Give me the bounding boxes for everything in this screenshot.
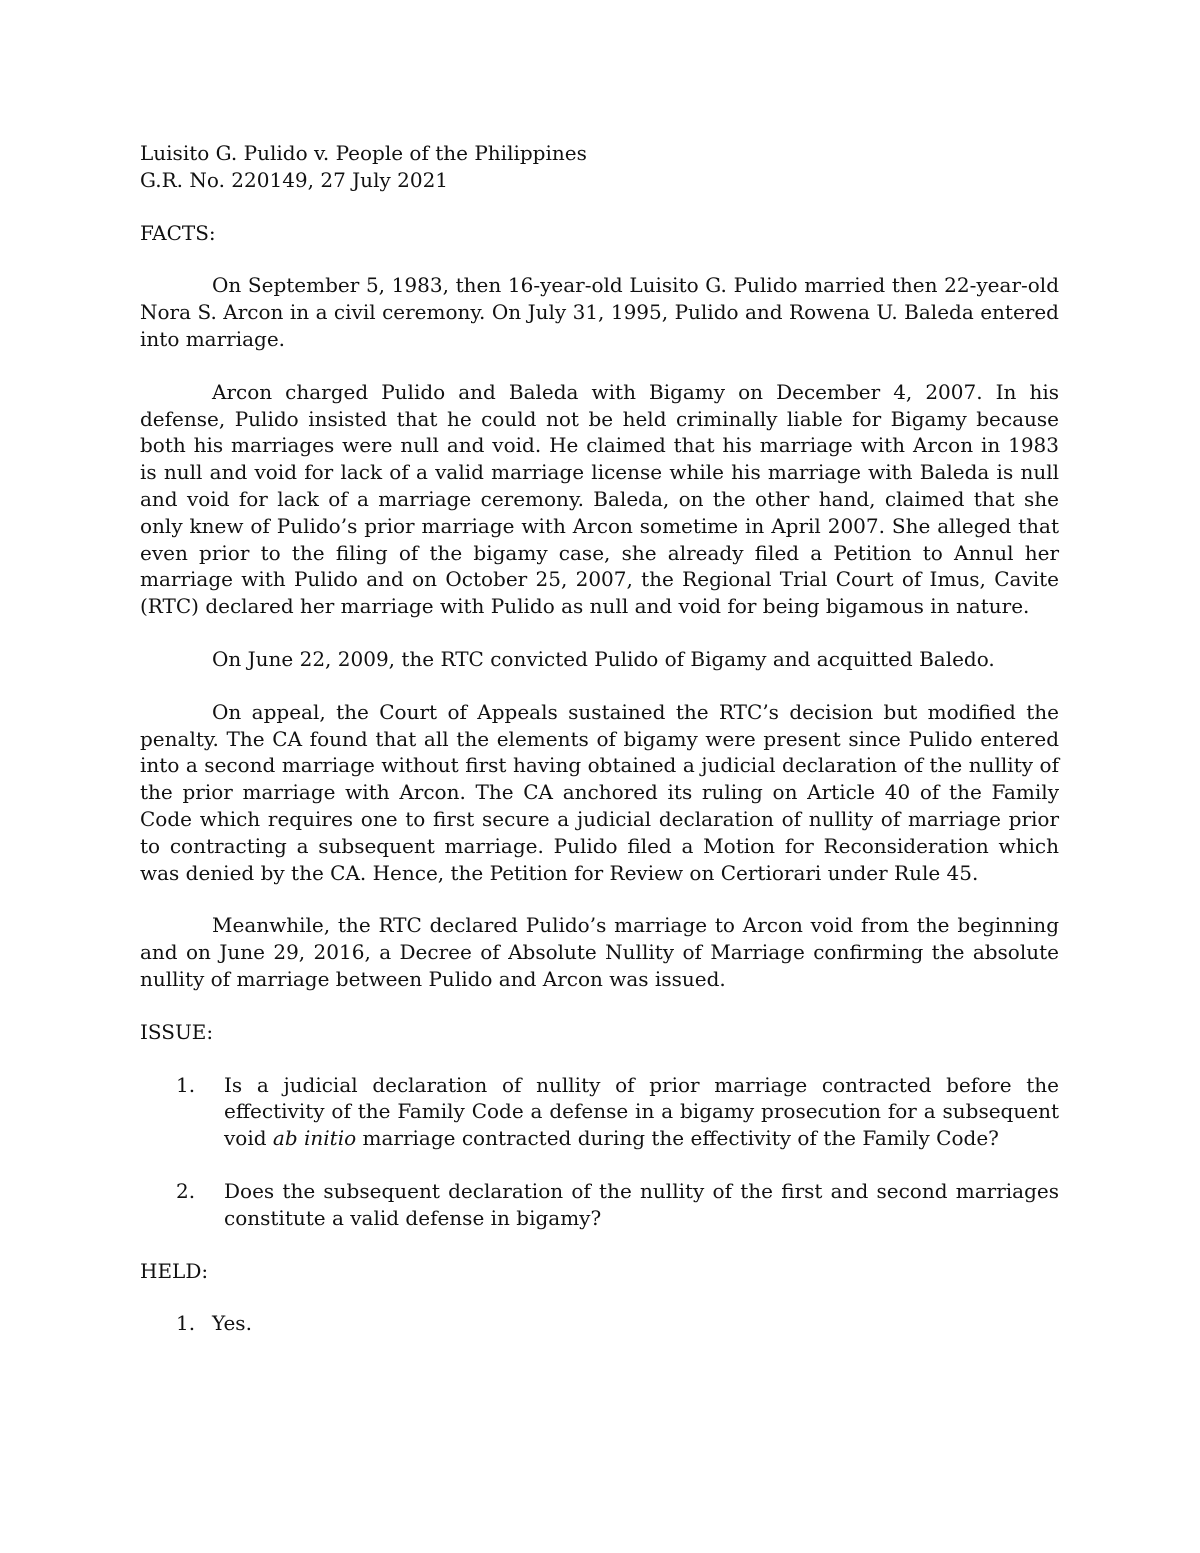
issue-text: marriage contracted during the effectivity of the Family Code? (356, 1126, 999, 1151)
issue-item (140, 1178, 1059, 1232)
issue-list (140, 1072, 1059, 1232)
issue-item (140, 1072, 1059, 1152)
held-heading: HELD: (140, 1258, 209, 1283)
facts-paragraph: On September 5, 1983, then 16-year-old Luisito G. Pulido married then 22-year-old Nora S. Arcon in a civil ceremony. On July 31, 1995, Pulido and Rowena U. Baleda entered into marriage. (140, 273, 1059, 351)
facts-paragraph: Arcon charged Pulido and Baleda with Bigamy on December 4, 2007. In his defense, Pulido insisted that he could not be held criminally liable for Bigamy because both his marriages were null and void. He claimed that his marriage with Arcon in 1983 is null and void for lack of a valid marriage license while his marriage with Baleda is null and void for lack of a marriage ceremony. Baleda, on the other hand, claimed that she only knew of Pulido’s prior marriage with Arcon sometime in April 2007. She alleged that even prior to the filing of the bigamy case, she already filed a Petition to Annul her marriage with Pulido and on October 25, 2007, the Regional Trial Court of Imus, Cavite (RTC) declared her marriage with Pulido as null and void for being bigamous in nature. (140, 379, 1059, 619)
facts-paragraph: On June 22, 2009, the RTC convicted Pulido of Bigamy and acquitted Baledo. (212, 646, 995, 671)
held-text: Yes. (212, 1311, 252, 1336)
document-page (140, 140, 1059, 1337)
held-number: 1. (176, 1311, 196, 1336)
held-list (140, 1310, 1059, 1337)
facts-paragraph: Meanwhile, the RTC declared Pulido’s marriage to Arcon void from the beginning and on June 29, 2016, a Decree of Absolute Nullity of Marriage confirming the absolute nullity of marriage between Pulido and Arcon was issued. (140, 913, 1059, 991)
case-header (140, 140, 1059, 194)
issue-number: 2. (176, 1178, 196, 1203)
facts-paragraph: On appeal, the Court of Appeals sustained the RTC’s decision but modified the penalty. The CA found that all the elements of bigamy were present since Pulido entered into a second marriage without first having obtained a judicial declaration of the nullity of the prior marriage with Arcon. The CA anchored its ruling on Article 40 of the Family Code which requires one to first secure a judicial declaration of nullity of marriage prior to contracting a subsequent marriage. Pulido filed a Motion for Reconsideration which was denied by the CA. Hence, the Petition for Review on Certiorari under Rule 45. (140, 699, 1059, 885)
issue-heading: ISSUE: (140, 1019, 214, 1044)
case-citation: G.R. No. 220149, 27 July 2021 (140, 167, 449, 192)
issue-text: Does the subsequent declaration of the nullity of the first and second marriages constitute a valid defense in bigamy? (224, 1178, 1059, 1230)
facts-heading: FACTS: (140, 220, 216, 245)
issue-text: Is a judicial declaration of nullity of prior marriage contracted before the effectivity of the Family Code a defense in a bigamy prosecution for a subsequent void (224, 1072, 1059, 1151)
issue-text-italic: ab initio (272, 1126, 357, 1151)
case-title: Luisito G. Pulido v. People of the Philippines (140, 141, 587, 165)
issue-number: 1. (176, 1072, 196, 1097)
held-item (140, 1310, 1059, 1337)
